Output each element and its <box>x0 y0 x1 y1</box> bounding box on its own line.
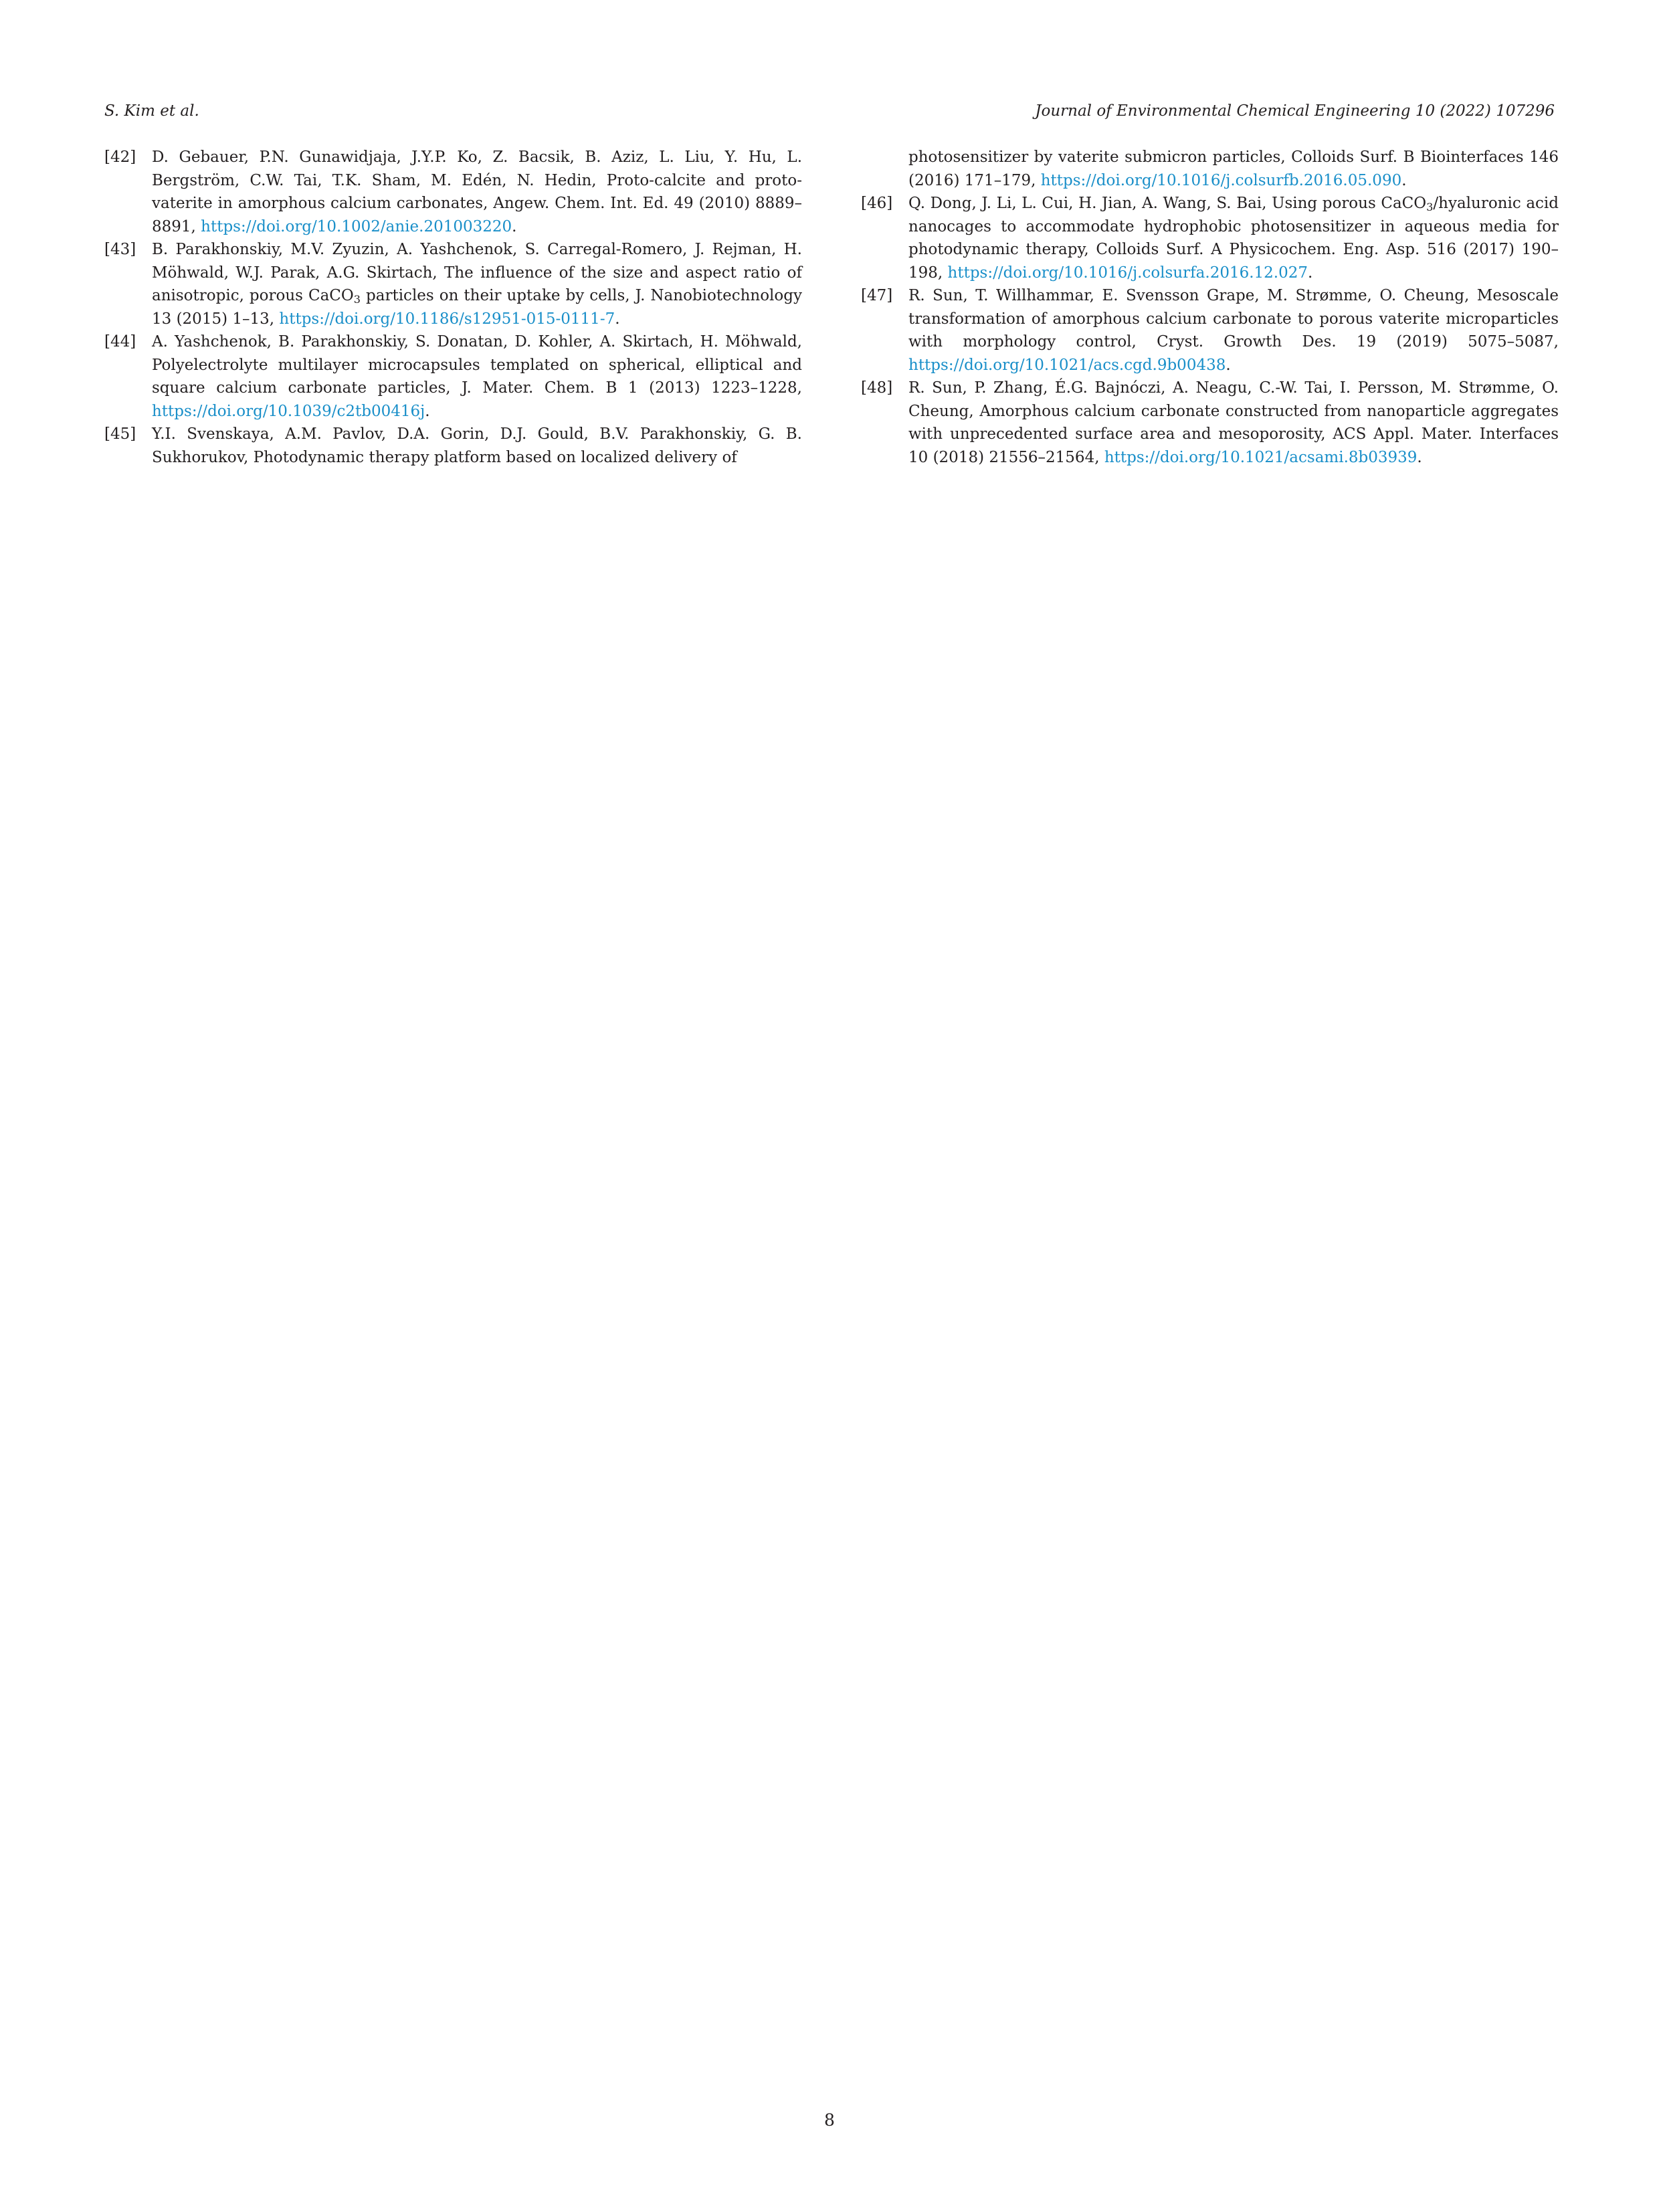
reference-47 <box>861 284 1559 377</box>
reference-42 <box>104 146 802 238</box>
references-left-column <box>104 146 802 469</box>
doi-link[interactable]: https://doi.org/10.1186/s12951-015-0111-7 <box>279 310 615 328</box>
reference-45 <box>104 423 802 469</box>
reference-number: [46] <box>861 195 893 212</box>
running-head-authors: S. Kim et al. <box>104 102 199 120</box>
reference-text: A. Yashchenok, B. Parakhonskiy, S. Donatan, D. Kohler, A. Skirtach, H. Möhwald, Polyelectrolyte multilayer microcapsules templated on spherical, elliptical and square calcium carbonate particles, J. Mater. Chem. B 1 (2013) 1223–1228, https://doi.org/10.1039/c2tb00416j. <box>152 333 802 420</box>
reference-text: D. Gebauer, P.N. Gunawidjaja, J.Y.P. Ko, Z. Bacsik, B. Aziz, L. Liu, Y. Hu, L. Bergström, C.W. Tai, T.K. Sham, M. Edén, N. Hedin, Proto-calcite and proto-vaterite in amorphous calcium carbonates, Angew. Chem. Int. Ed. 49 (2010) 8889–8891, https://doi.org/10.1002/anie.201003220. <box>152 148 802 235</box>
references-right-column <box>861 146 1559 469</box>
running-head <box>104 98 1555 124</box>
reference-text: R. Sun, T. Willhammar, E. Svensson Grape, M. Strømme, O. Cheung, Mesoscale transformation of amorphous calcium carbonate to porous vaterite microparticles with morphology control, Cryst. Growth Des. 19 (2019) 5075–5087, https://doi.org/10.1021/acs.cgd.9b00438. <box>908 287 1559 374</box>
doi-link[interactable]: https://doi.org/10.1021/acs.cgd.9b00438 <box>908 356 1226 374</box>
reference-48 <box>861 377 1559 469</box>
page-number: 8 <box>824 2110 835 2130</box>
running-head-journal: Journal of Environmental Chemical Engineering 10 (2022) 107296 <box>1035 102 1555 120</box>
reference-number: [43] <box>104 241 136 258</box>
reference-number: [48] <box>861 379 893 397</box>
doi-link[interactable]: https://doi.org/10.1016/j.colsurfa.2016.12.027 <box>947 264 1308 282</box>
reference-number: [47] <box>861 287 893 304</box>
doi-link[interactable]: https://doi.org/10.1016/j.colsurfb.2016.05.090 <box>1040 171 1402 189</box>
reference-number: [44] <box>104 333 136 350</box>
doi-link[interactable]: https://doi.org/10.1039/c2tb00416j <box>152 402 425 420</box>
doi-link[interactable]: https://doi.org/10.1002/anie.201003220 <box>201 217 512 235</box>
reference-46 <box>861 192 1559 284</box>
reference-number: [45] <box>104 425 136 443</box>
reference-text: Y.I. Svenskaya, A.M. Pavlov, D.A. Gorin, D.J. Gould, B.V. Parakhonskiy, G. B. Sukhorukov, Photodynamic therapy platform based on localized delivery of <box>152 425 802 466</box>
reference-text: R. Sun, P. Zhang, É.G. Bajnóczi, A. Neagu, C.-W. Tai, I. Persson, M. Strømme, O. Cheung, Amorphous calcium carbonate constructed from nanoparticle aggregates with unprecedented surface area and mesoporosity, ACS Appl. Mater. Interfaces 10 (2018) 21556–21564, https://doi.org/10.1021/acsami.8b03939. <box>908 379 1559 466</box>
reference-43 <box>104 238 802 330</box>
reference-text: Q. Dong, J. Li, L. Cui, H. Jian, A. Wang, S. Bai, Using porous CaCO$_3$/hyaluronic acid nanocages to accommodate hydrophobic photosensitizer in aqueous media for photodynamic therapy, Colloids Surf. A Physicochem. Eng. Asp. 516 (2017) 190–198, https://doi.org/10.1016/j.colsurfa.2016.12.027. <box>908 195 1559 282</box>
reference-text: B. Parakhonskiy, M.V. Zyuzin, A. Yashchenok, S. Carregal-Romero, J. Rejman, H. Möhwald, W.J. Parak, A.G. Skirtach, The influence of the size and aspect ratio of anisotropic, porous CaCO$_3$ particles on their uptake by cells, J. Nanobiotechnology 13 (2015) 1–13, https://doi.org/10.1186/s12951-015-0111-7. <box>152 241 802 328</box>
doi-link[interactable]: https://doi.org/10.1021/acsami.8b03939 <box>1104 448 1418 466</box>
reference-number: [42] <box>104 148 136 166</box>
reference-44 <box>104 330 802 423</box>
reference-45-continuation: photosensitizer by vaterite submicron particles, Colloids Surf. B Biointerfaces 146 (2016) 171–179, https://doi.org/10.1016/j.colsurfb.2016.05.090. <box>908 148 1559 189</box>
